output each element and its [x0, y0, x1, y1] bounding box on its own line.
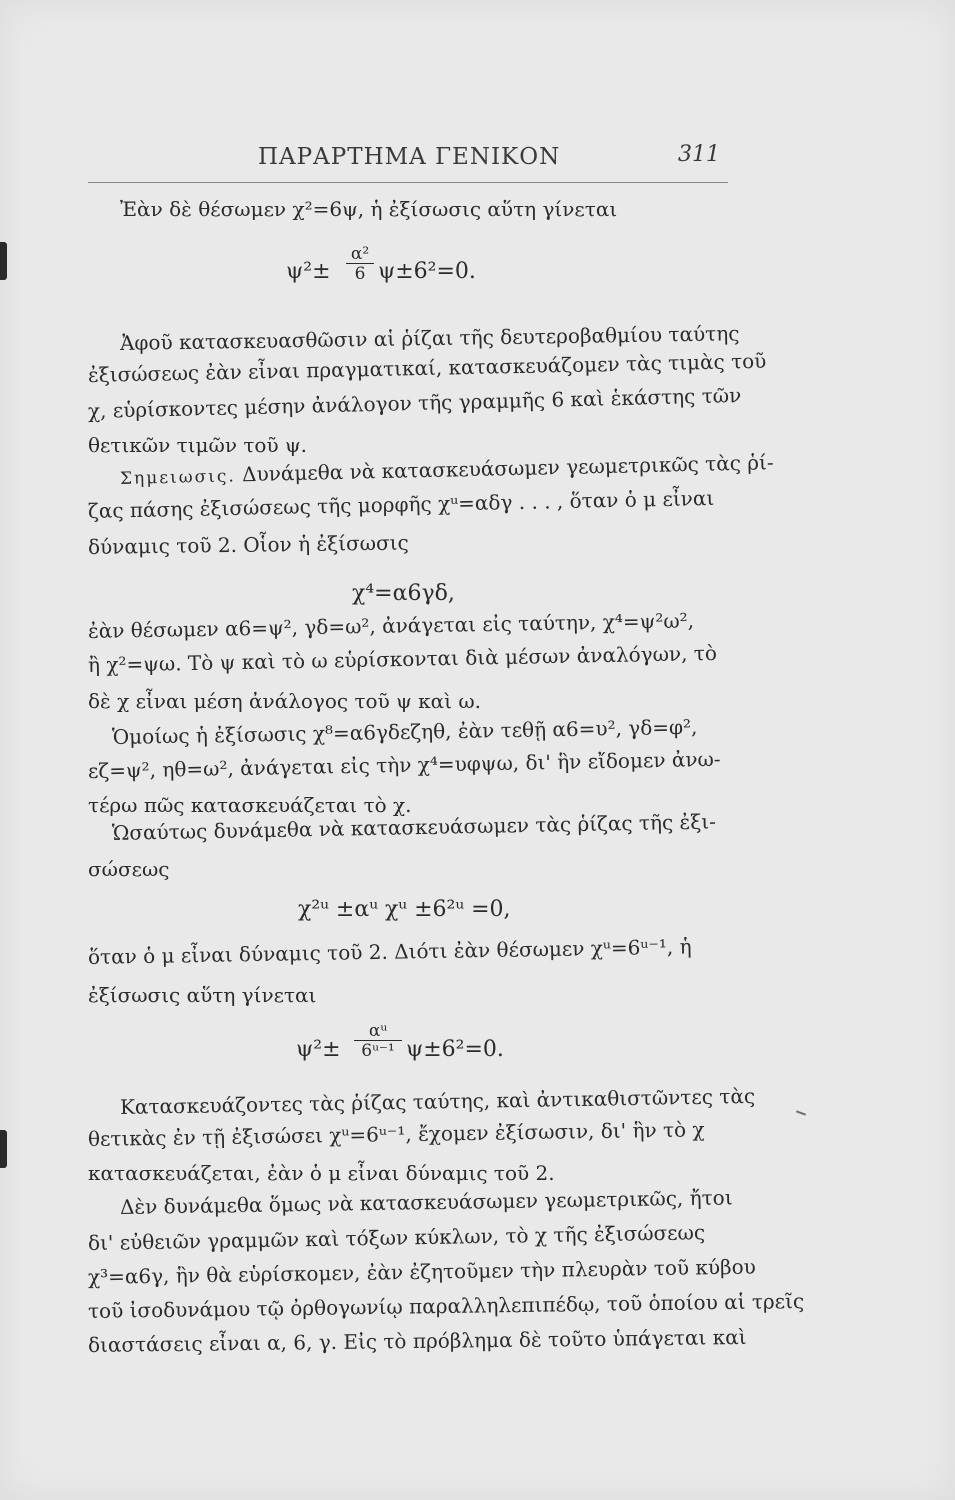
equation — [406, 1036, 504, 1064]
text-line: θετικὰς ἐν τῇ ἐξισώσει χᵘ=6ᵘ⁻¹, ἔχομεν ἐξίσωσιν, δι' ἣν τὸ χ — [87, 1117, 705, 1151]
text-line: Ὡσαύτως δυνάμεθα νὰ κατασκευάσωμεν τὰς ῥίζας τῆς ἐξι- — [111, 809, 717, 845]
equation-part: ψ²± — [286, 259, 331, 284]
equation: χ²ᵘ ±αᵘ χᵘ ±6²ᵘ =0, — [298, 897, 511, 922]
text-line: χ, εὑρίσκοντες μέσην ἀνάλογον τῆς γραμμῆς 6 καὶ ἑκάστης τῶν — [87, 383, 742, 423]
text-line: Ὁμοίως ἡ ἐξίσωσις χ⁸=α6γδεζηθ, ἐὰν τεθῇ α6=υ², γδ=φ², — [111, 714, 698, 749]
note-label: Σημειωσις. — [119, 466, 237, 489]
equation — [378, 258, 476, 286]
fraction — [354, 1022, 402, 1060]
text-line: ζας πάσης ἐξισώσεως τῆς μορφῆς χᵘ=αδγ . . . , ὅταν ὁ μ εἶναι — [87, 485, 715, 523]
equation-part: ψ±6²=0. — [378, 259, 476, 284]
text-line: τοῦ ἰσοδυνάμου τῷ ὀρθογωνίῳ παραλληλεπιπέδῳ, τοῦ ὁποίου αἱ τρεῖς — [87, 1289, 805, 1323]
running-title: ΠΑΡΑΡΤΗΜΑ ΓΕΝΙΚΟΝ — [258, 144, 561, 170]
note-text: Δυνάμεθα νὰ κατασκευάσωμεν γεωμετρικῶς τὰς ῥί- — [241, 450, 774, 487]
text-line: δύναμις τοῦ 2. Οἷον ἡ ἐξίσωσις — [87, 530, 409, 559]
text-line: σώσεως — [88, 857, 170, 881]
equation: χ⁴=α6γδ, — [352, 581, 455, 606]
text-line: Δὲν δυνάμεθα ὅμως νὰ κατασκευάσωμεν γεωμετρικῶς, ἤτοι — [119, 1185, 733, 1219]
equation-part: ψ±6²=0. — [406, 1037, 504, 1062]
fraction — [346, 245, 374, 283]
fraction-numerator: α² — [350, 244, 370, 264]
equation — [286, 258, 331, 286]
text-line: δι' εὐθειῶν γραμμῶν καὶ τόξων κύκλων, τὸ χ τῆς ἐξισώσεως — [87, 1220, 706, 1255]
page-number: 311 — [678, 142, 720, 167]
fraction-denominator: 6ᵘ⁻¹ — [354, 1040, 402, 1060]
text-line: εζ=ψ², ηθ=ω², ἀνάγεται εἰς τὴν χ⁴=υφψω, δι' ἣν εἴδομεν ἀνω- — [87, 746, 721, 783]
text-line: Ἀφοῦ κατασκευασθῶσιν αἱ ῥίζαι τῆς δευτεροβαθμίου ταύτης — [119, 321, 740, 355]
text-line: θετικῶν τιμῶν τοῦ ψ. — [88, 433, 308, 457]
text-line: χ³=α6γ, ἣν θὰ εὑρίσκομεν, ἐὰν ἐζητοῦμεν τὴν πλευρὰν τοῦ κύβου — [87, 1254, 757, 1289]
equation-part: ψ²± — [296, 1037, 341, 1062]
text-line: ἐξισώσεως ἐὰν εἶναι πραγματικαί, κατασκευάζομεν τὰς τιμὰς τοῦ — [87, 348, 767, 387]
text-line: ἐὰν θέσωμεν α6=ψ², γδ=ω², ἀνάγεται εἰς ταύτην, χ⁴=ψ²ω², — [87, 608, 695, 643]
text-line: Κατασκευάζοντες τὰς ῥίζας ταύτης, καὶ ἀντικαθιστῶντες τὰς — [119, 1083, 756, 1119]
text-line: ὅταν ὁ μ εἶναι δύναμις τοῦ 2. Διότι ἐὰν θέσωμεν χᵘ=6ᵘ⁻¹, ἡ — [87, 934, 692, 969]
equation — [296, 1036, 341, 1064]
text-line: τέρω πῶς κατασκευάζεται τὸ χ. — [88, 793, 412, 817]
text-line: δὲ χ εἶναι μέση ἀνάλογος τοῦ ψ καὶ ω. — [88, 689, 481, 713]
text-line: κατασκευάζεται, ἐὰν ὁ μ εἶναι δύναμις τοῦ 2. — [88, 1161, 555, 1185]
text-line: διαστάσεις εἶναι α, 6, γ. Εἰς τὸ πρόβλημα δὲ τοῦτο ὑπάγεται καὶ — [87, 1324, 747, 1357]
fraction-numerator: αᵘ — [368, 1021, 388, 1041]
text-line: ἐξίσωσις αὕτη γίνεται — [88, 983, 317, 1007]
text-line: ἢ χ²=ψω. Τὸ ψ καὶ τὸ ω εὑρίσκονται διὰ μέσων ἀναλόγων, τὸ — [87, 640, 718, 677]
fraction-denominator: 6 — [346, 263, 374, 283]
text-line: Ἐὰν δὲ θέσωμεν χ²=6ψ, ἡ ἐξίσωσις αὕτη γίνεται — [120, 197, 618, 221]
